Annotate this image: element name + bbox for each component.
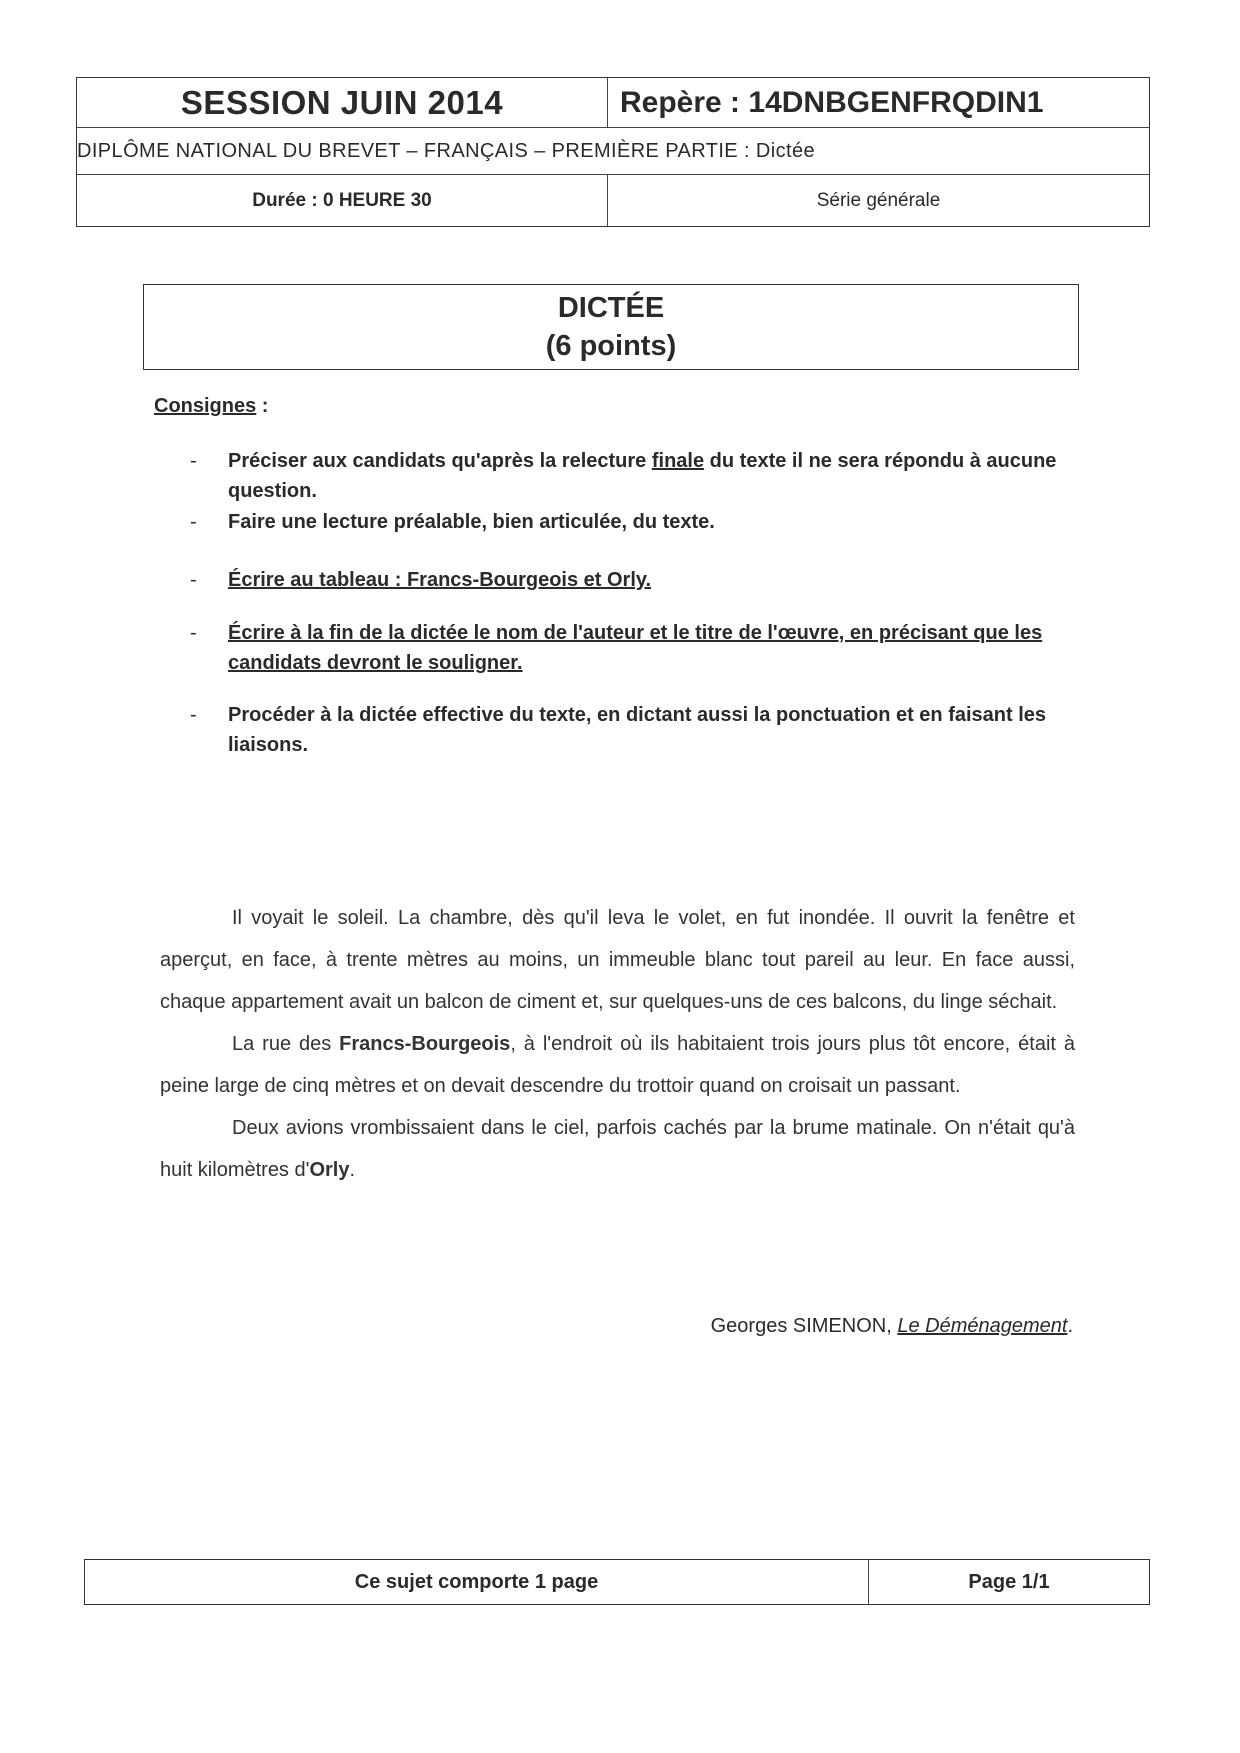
footer-page-number: Page 1/1 [968, 1570, 1050, 1593]
instruction-text [228, 446, 1070, 506]
instruction-item [190, 446, 1070, 506]
footer-table [84, 1559, 1150, 1605]
footer-page-count: Ce sujet comporte 1 page [354, 1570, 599, 1593]
header-row-diplome [77, 128, 1149, 175]
instruction-dash: - [190, 569, 197, 591]
consignes-heading [154, 395, 268, 418]
signature-author: Georges SIMENON, [710, 1315, 898, 1337]
consignes-label: Consignes [154, 395, 257, 417]
instruction-item [190, 700, 1070, 760]
instruction-text: Écrire à la fin de la dictée le nom de l'auteur et le titre de l'œuvre, en précisant que les candidats devront le souligner. [228, 622, 1043, 674]
title-box [143, 284, 1079, 370]
instruction-text-part: du texte il ne sera répondu à aucune question. [228, 450, 1057, 502]
instruction-item [190, 618, 1070, 678]
title-points: (6 points) [545, 330, 677, 362]
instruction-text: Écrire au tableau : Francs-Bourgeois et Orly. [228, 569, 652, 591]
instruction-text: Faire une lecture préalable, bien articulée, du texte. [228, 511, 715, 533]
title-dictee: DICTÉE [557, 292, 665, 324]
dictation-paragraph [160, 1023, 1075, 1107]
dictation-text-part: Deux avions vrombissaient dans le ciel, parfois cachés par la brume matinale. On n'était qu'à huit kilomètres d' [160, 1117, 1075, 1181]
header-row-duree [77, 175, 1149, 226]
dictation-bold-word: Orly [309, 1159, 350, 1181]
signature-work-title: Le Déménagement [897, 1315, 1068, 1337]
instruction-text: Procéder à la dictée effective du texte, en dictant aussi la ponctuation et en faisant les liaisons. [228, 704, 1047, 756]
instruction-dash: - [190, 622, 197, 644]
session-label: SESSION JUIN 2014 [180, 83, 504, 121]
header-row-session [77, 78, 1149, 128]
dictation-text-part: , à l'endroit où ils habitaient trois jours plus tôt encore, était à peine large de cinq mètres et on devait descendre du trottoir quand on croisait un passant. [160, 1033, 1075, 1097]
signature-end: . [1067, 1315, 1073, 1337]
instruction-text-part: Préciser aux candidats qu'après la relecture [228, 450, 647, 472]
consignes-colon: : [256, 395, 269, 417]
diplome-label: DIPLÔME NATIONAL DU BREVET – FRANÇAIS – PREMIÈRE PARTIE : Dictée [77, 139, 815, 162]
instruction-item [190, 507, 1070, 537]
repere-label: Repère : 14DNBGENFRQDIN1 [620, 85, 1044, 119]
header-table [76, 77, 1150, 227]
instruction-dash: - [190, 450, 197, 472]
signature [560, 1315, 1073, 1338]
dictation-bold-word: Francs-Bourgeois [339, 1033, 511, 1055]
instruction-underlined-word: finale [651, 450, 705, 472]
instruction-dash: - [190, 511, 197, 533]
duree-label: Durée : 0 HEURE 30 [252, 189, 432, 211]
instruction-item [190, 565, 1070, 595]
dictation-text-part: La rue des [232, 1033, 340, 1055]
dictation-text-part: . [349, 1159, 356, 1181]
instruction-dash: - [190, 704, 197, 726]
dictation-text [160, 897, 1075, 1191]
dictation-paragraph [160, 1107, 1075, 1191]
dictation-paragraph: Il voyait le soleil. La chambre, dès qu'il leva le volet, en fut inondée. Il ouvrit la fenêtre et aperçut, en face, à trente mètres au moins, un immeuble blanc tout pareil au leur. En face aussi, chaque appartement avait un balcon de ciment et, sur quelques-uns de ces balcons, du linge séchait. [160, 907, 1075, 1013]
serie-label: Série générale [816, 189, 941, 211]
